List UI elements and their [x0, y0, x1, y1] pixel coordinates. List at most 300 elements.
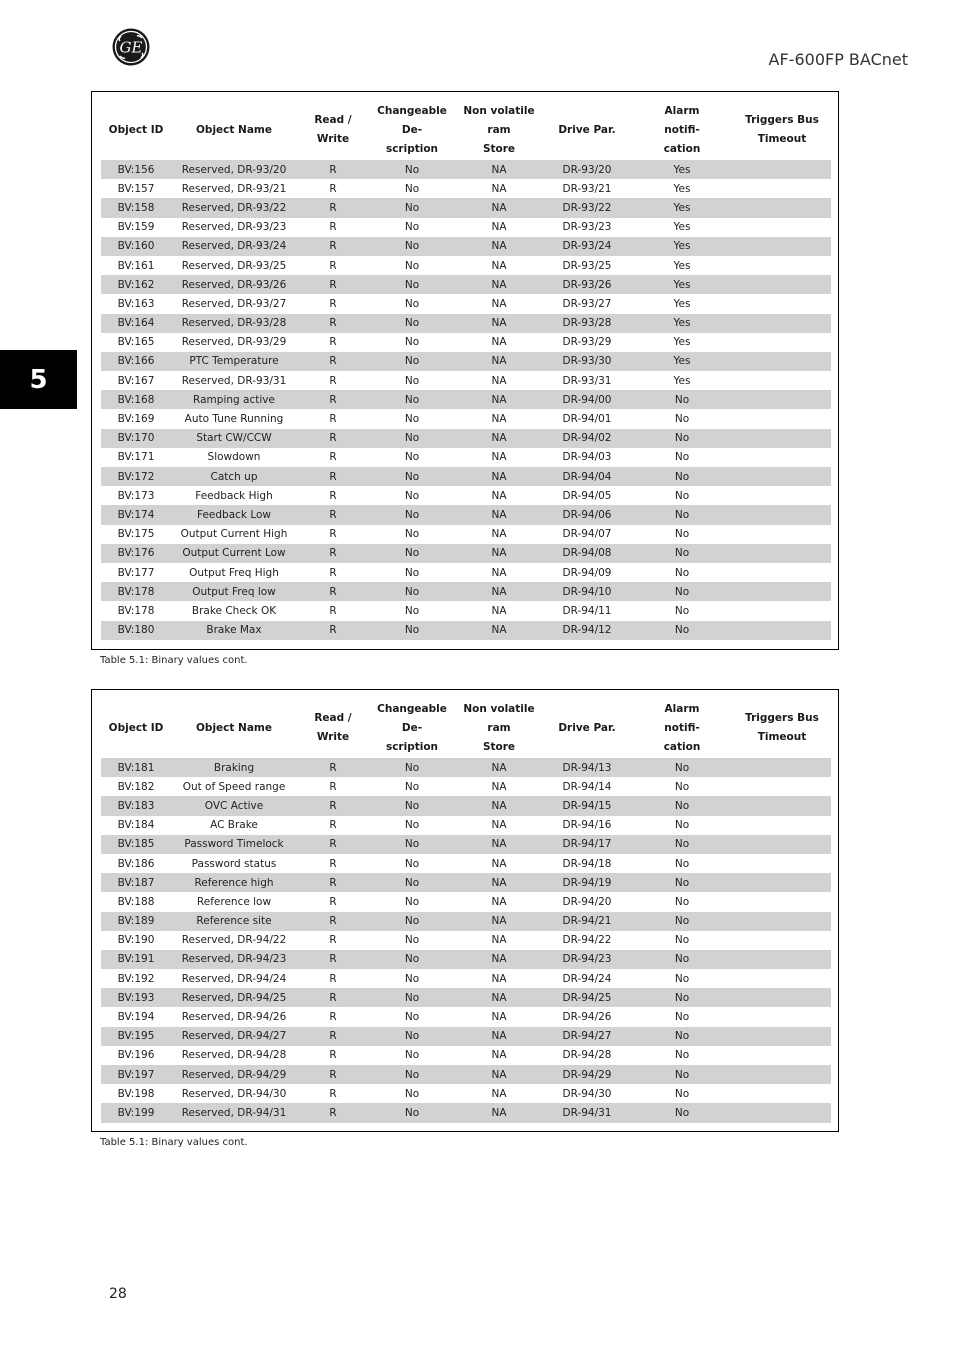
table-cell: Reserved, DR-94/29 — [171, 1065, 297, 1084]
table-cell — [733, 854, 831, 873]
table-cell: No — [369, 835, 455, 854]
table-cell: DR-94/14 — [562, 780, 612, 793]
table-cell: Output Current Low — [171, 544, 297, 563]
table-cell: BV:156 — [101, 160, 171, 179]
table-row — [101, 314, 831, 333]
table-cell: R — [329, 566, 337, 579]
table-cell: NA — [491, 221, 507, 234]
table-row — [101, 777, 831, 796]
table-cell: NA — [491, 972, 507, 985]
table-row — [101, 409, 831, 428]
binary-values-table-1 — [91, 91, 839, 650]
table-cell: R — [297, 198, 369, 217]
table-cell: No — [631, 467, 733, 486]
table-cell: BV:157 — [117, 182, 155, 195]
table-cell: No — [369, 621, 455, 640]
table-cell: No — [369, 544, 455, 563]
table-cell: BV:199 — [101, 1103, 171, 1122]
table-cell: DR-94/00 — [543, 390, 631, 409]
table-row — [101, 256, 831, 275]
table-cell — [733, 505, 831, 524]
table-cell — [733, 448, 831, 467]
table-cell: No — [674, 934, 690, 947]
table-cell: Yes — [631, 275, 733, 294]
table-cell: Brake Max — [171, 621, 297, 640]
table-cell: NA — [455, 352, 543, 371]
table-cell — [733, 314, 831, 333]
table-cell — [733, 1007, 831, 1026]
table-cell: Yes — [631, 314, 733, 333]
table-cell: Feedback Low — [171, 505, 297, 524]
table-cell: NA — [455, 758, 543, 777]
table-row — [101, 873, 831, 892]
table-cell: Reserved, DR-93/23 — [181, 221, 287, 234]
table-cell: Reserved, DR-94/31 — [171, 1103, 297, 1122]
table-cell: Password Timelock — [171, 835, 297, 854]
table-cell: BV:175 — [117, 528, 155, 541]
table-cell: No — [369, 912, 455, 931]
table-row — [101, 544, 831, 563]
table-cell: Reserved, DR-94/30 — [181, 1087, 287, 1100]
table-cell: DR-93/21 — [562, 182, 612, 195]
table-cell: NA — [455, 1027, 543, 1046]
table-cell: BV:187 — [101, 873, 171, 892]
table-cell: DR-94/29 — [543, 1065, 631, 1084]
table-cell: BV:162 — [101, 275, 171, 294]
table-cell: R — [297, 988, 369, 1007]
table-cell: BV:192 — [117, 972, 155, 985]
table-cell: DR-94/06 — [543, 505, 631, 524]
table-cell: R — [297, 160, 369, 179]
table-cell: R — [297, 621, 369, 640]
table-cell: BV:188 — [117, 895, 155, 908]
table-cell: No — [674, 489, 690, 502]
column-header: Drive Par. — [558, 123, 616, 136]
table-row — [101, 352, 831, 371]
table-cell — [733, 256, 831, 275]
table-row — [101, 988, 831, 1007]
table-cell: NA — [491, 1087, 507, 1100]
table-cell: No — [369, 950, 455, 969]
table-cell: No — [369, 873, 455, 892]
table-cell: DR-93/25 — [562, 259, 612, 272]
table-cell: Reserved, DR-93/22 — [171, 198, 297, 217]
table-cell: DR-94/07 — [562, 528, 612, 541]
table-cell: DR-93/20 — [543, 160, 631, 179]
table-cell: DR-93/31 — [562, 374, 612, 387]
table-cell: No — [369, 429, 455, 448]
table-row — [101, 1084, 831, 1103]
table-cell: Reserved, DR-93/26 — [171, 275, 297, 294]
table-row — [101, 429, 831, 448]
table-cell: R — [329, 182, 337, 195]
table-cell: NA — [491, 297, 507, 310]
table-cell: No — [674, 857, 690, 870]
table-cell: Reserved, DR-93/28 — [171, 314, 297, 333]
table-cell: DR-94/17 — [543, 835, 631, 854]
table-cell: DR-94/10 — [543, 582, 631, 601]
table-cell: BV:189 — [101, 912, 171, 931]
table-cell: R — [297, 275, 369, 294]
table-cell — [733, 352, 831, 371]
table-cell: BV:191 — [101, 950, 171, 969]
table-cell — [733, 777, 831, 796]
table-cell: Reserved, DR-93/29 — [181, 336, 287, 349]
table-cell: DR-94/01 — [562, 413, 612, 426]
table-cell: R — [297, 237, 369, 256]
column-header: Object Name — [196, 721, 272, 734]
table-cell: BV:178 — [117, 604, 155, 617]
table-cell: DR-94/11 — [562, 604, 612, 617]
table-cell: No — [674, 604, 690, 617]
table-cell: NA — [455, 275, 543, 294]
table-cell: NA — [491, 451, 507, 464]
chapter-tab: 5 — [0, 350, 77, 409]
table-cell — [733, 969, 831, 988]
table-row — [101, 621, 831, 640]
table-cell: DR-94/23 — [543, 950, 631, 969]
table-cell: Reserved, DR-93/25 — [181, 259, 287, 272]
table-cell: NA — [491, 1011, 507, 1024]
table-cell: DR-94/09 — [562, 566, 612, 579]
table-cell: No — [631, 835, 733, 854]
page-number: 28 — [109, 1286, 127, 1302]
table-cell: Out of Speed range — [182, 780, 286, 793]
table-cell: DR-94/30 — [562, 1087, 612, 1100]
table-cell: R — [329, 221, 337, 234]
table-cell — [733, 371, 831, 390]
table-cell: NA — [455, 160, 543, 179]
table-cell: R — [297, 758, 369, 777]
table-cell: BV:169 — [117, 413, 155, 426]
table-cell: NA — [455, 582, 543, 601]
table-cell: NA — [455, 835, 543, 854]
table-cell: R — [329, 489, 337, 502]
table-cell: DR-94/21 — [543, 912, 631, 931]
table-cell — [733, 796, 831, 815]
table-cell: No — [674, 780, 690, 793]
table-cell: BV:183 — [101, 796, 171, 815]
table-cell: DR-94/16 — [562, 819, 612, 832]
table-cell — [733, 409, 831, 428]
table-cell: NA — [455, 314, 543, 333]
column-header: Non volatile ram Store — [463, 104, 535, 155]
table-cell: BV:172 — [101, 467, 171, 486]
table-cell: No — [404, 780, 420, 793]
column-header: Alarm notifi- cation — [663, 702, 701, 753]
table-cell: R — [297, 873, 369, 892]
table-row — [101, 237, 831, 256]
table-cell: BV:181 — [101, 758, 171, 777]
table-cell: No — [404, 182, 420, 195]
table-cell: Reserved, DR-94/27 — [171, 1027, 297, 1046]
table-cell: No — [404, 297, 420, 310]
table-cell: No — [674, 1087, 690, 1100]
table-cell: Yes — [631, 237, 733, 256]
table-cell — [733, 544, 831, 563]
table-cell: R — [329, 413, 337, 426]
table-cell: No — [404, 221, 420, 234]
table-cell: BV:184 — [117, 819, 155, 832]
table-cell: No — [404, 934, 420, 947]
table-cell — [733, 390, 831, 409]
table-cell: NA — [491, 528, 507, 541]
column-header: Object ID — [108, 123, 164, 136]
table-cell: No — [369, 237, 455, 256]
table-cell — [733, 931, 831, 950]
table-row — [101, 1027, 831, 1046]
table-cell: Password status — [191, 857, 277, 870]
table-row — [101, 160, 831, 179]
table-cell — [733, 988, 831, 1007]
table-cell: BV:178 — [101, 582, 171, 601]
column-header: Non volatile ram Store — [463, 702, 535, 753]
column-header: Read / Write — [314, 114, 352, 145]
table-cell: NA — [491, 259, 507, 272]
table-cell: Output Current High — [180, 528, 288, 541]
table-cell: No — [674, 895, 690, 908]
table-cell — [733, 467, 831, 486]
table-cell: No — [674, 451, 690, 464]
table-cell: DR-93/30 — [543, 352, 631, 371]
table-cell: DR-93/22 — [543, 198, 631, 217]
table-cell: R — [329, 336, 337, 349]
table-cell: Yes — [631, 160, 733, 179]
column-header: Changeable De- scription — [377, 104, 447, 155]
table-cell: BV:167 — [117, 374, 155, 387]
table-cell: BV:168 — [101, 390, 171, 409]
table-cell — [733, 582, 831, 601]
table-cell: Yes — [631, 352, 733, 371]
table-cell: R — [329, 1011, 337, 1024]
table-cell: Yes — [673, 374, 691, 387]
table-cell: No — [369, 390, 455, 409]
table-cell: No — [404, 374, 420, 387]
table-header-row — [101, 698, 831, 758]
table-cell: No — [631, 505, 733, 524]
table-row — [101, 198, 831, 217]
table-cell: No — [631, 912, 733, 931]
table-cell: No — [369, 467, 455, 486]
table-cell: DR-93/28 — [543, 314, 631, 333]
table-cell: Catch up — [171, 467, 297, 486]
table-cell: BV:165 — [117, 336, 155, 349]
table-cell: DR-94/24 — [562, 972, 612, 985]
table-cell: No — [631, 1065, 733, 1084]
table-cell — [733, 1027, 831, 1046]
table-cell: BV:196 — [117, 1049, 155, 1062]
table-cell — [733, 601, 831, 620]
table-cell: DR-94/15 — [543, 796, 631, 815]
binary-values-table-2 — [91, 689, 839, 1132]
table-cell: BV:190 — [117, 934, 155, 947]
table-cell: Ramping active — [171, 390, 297, 409]
table-cell: DR-94/08 — [543, 544, 631, 563]
table-cell: No — [404, 566, 420, 579]
table-cell: R — [297, 1027, 369, 1046]
table-cell: Reserved, DR-93/31 — [181, 374, 287, 387]
table-cell: NA — [491, 336, 507, 349]
table-cell: Reserved, DR-94/23 — [171, 950, 297, 969]
table-cell: R — [329, 259, 337, 272]
table-cell: DR-94/03 — [562, 451, 612, 464]
table-cell: DR-94/05 — [562, 489, 612, 502]
table-cell: No — [404, 528, 420, 541]
table-cell: NA — [455, 873, 543, 892]
table-cell: No — [631, 429, 733, 448]
table-cell — [733, 333, 831, 352]
table-row — [101, 390, 831, 409]
table-cell: No — [404, 819, 420, 832]
table-cell — [733, 429, 831, 448]
table-cell — [733, 892, 831, 911]
table-cell: NA — [491, 182, 507, 195]
table-cell: DR-94/04 — [543, 467, 631, 486]
table-cell: NA — [455, 467, 543, 486]
table-cell: R — [297, 912, 369, 931]
table-row — [101, 1007, 831, 1026]
table-cell: DR-94/25 — [543, 988, 631, 1007]
table-cell: BV:185 — [101, 835, 171, 854]
table-cell: R — [297, 950, 369, 969]
table-cell: R — [329, 972, 337, 985]
table-cell: BV:158 — [101, 198, 171, 217]
table-caption: Table 5.1: Binary values cont. — [100, 655, 248, 666]
table-cell — [733, 912, 831, 931]
table-cell: Reserved, DR-93/21 — [181, 182, 287, 195]
table-row — [101, 218, 831, 237]
table-cell — [733, 1084, 831, 1103]
table-cell: Brake Check OK — [191, 604, 277, 617]
table-cell: NA — [455, 390, 543, 409]
table-cell: R — [297, 390, 369, 409]
table-cell: BV:176 — [101, 544, 171, 563]
table-cell: NA — [491, 489, 507, 502]
table-cell — [733, 218, 831, 237]
table-cell: DR-94/28 — [562, 1049, 612, 1062]
table-cell: R — [297, 582, 369, 601]
table-cell: No — [369, 198, 455, 217]
table-cell: No — [404, 604, 420, 617]
table-cell: NA — [491, 780, 507, 793]
table-cell: Reserved, DR-93/24 — [171, 237, 297, 256]
table-row — [101, 950, 831, 969]
table-row — [101, 448, 831, 467]
table-row — [101, 969, 831, 988]
table-cell: BV:161 — [117, 259, 155, 272]
table-cell: R — [329, 780, 337, 793]
table-cell: R — [297, 1065, 369, 1084]
column-header: Triggers Bus Timeout — [745, 712, 819, 743]
table-cell: No — [369, 352, 455, 371]
table-cell: BV:160 — [101, 237, 171, 256]
table-cell: No — [404, 259, 420, 272]
table-cell: PTC Temperature — [171, 352, 297, 371]
table-cell — [733, 179, 831, 198]
table-cell: Reserved, DR-93/27 — [181, 297, 287, 310]
table-cell: NA — [455, 796, 543, 815]
table-cell: R — [297, 352, 369, 371]
table-cell: BV:194 — [117, 1011, 155, 1024]
table-cell: R — [297, 1103, 369, 1122]
table-cell: DR-94/18 — [562, 857, 612, 870]
table-cell: BV:166 — [101, 352, 171, 371]
table-cell: No — [404, 972, 420, 985]
table-cell: BV:186 — [117, 857, 155, 870]
table-cell — [733, 198, 831, 217]
table-cell: DR-93/24 — [543, 237, 631, 256]
table-cell — [733, 525, 831, 544]
table-cell: No — [674, 413, 690, 426]
table-cell — [733, 237, 831, 256]
table-cell: Yes — [673, 221, 691, 234]
table-cell: No — [674, 819, 690, 832]
table-cell — [733, 1065, 831, 1084]
column-header: Object ID — [108, 721, 164, 734]
table-cell: NA — [455, 505, 543, 524]
table-cell: DR-94/31 — [543, 1103, 631, 1122]
table-cell: NA — [455, 988, 543, 1007]
table-cell: R — [329, 528, 337, 541]
table-cell: DR-93/27 — [562, 297, 612, 310]
table-cell — [733, 950, 831, 969]
table-row — [101, 333, 831, 352]
table-row — [101, 816, 831, 835]
table-cell: R — [329, 819, 337, 832]
table-cell: R — [297, 467, 369, 486]
table-cell: NA — [491, 604, 507, 617]
table-cell: Start CW/CCW — [171, 429, 297, 448]
table-cell: R — [329, 1049, 337, 1062]
table-cell: No — [674, 1049, 690, 1062]
table-cell — [733, 835, 831, 854]
table-cell — [733, 275, 831, 294]
table-cell: Output Freq High — [189, 566, 279, 579]
table-cell: No — [404, 489, 420, 502]
table-cell: DR-94/20 — [562, 895, 612, 908]
table-cell: No — [404, 1049, 420, 1062]
table-cell: DR-93/23 — [562, 221, 612, 234]
table-cell: No — [631, 758, 733, 777]
table-row — [101, 525, 831, 544]
table-row — [101, 467, 831, 486]
table-cell: NA — [491, 374, 507, 387]
table-cell: R — [297, 544, 369, 563]
table-cell: BV:180 — [101, 621, 171, 640]
table-cell — [733, 1046, 831, 1065]
table-cell — [733, 486, 831, 505]
table-row — [101, 371, 831, 390]
table-cell: No — [404, 336, 420, 349]
table-cell: NA — [455, 544, 543, 563]
table-cell: OVC Active — [171, 796, 297, 815]
table-cell: R — [297, 505, 369, 524]
table-cell: BV:177 — [117, 566, 155, 579]
table-cell: No — [369, 1103, 455, 1122]
table-cell: NA — [491, 857, 507, 870]
table-cell — [733, 621, 831, 640]
table-cell: No — [674, 1011, 690, 1024]
table-cell: Reserved, DR-93/20 — [171, 160, 297, 179]
table-cell: NA — [455, 912, 543, 931]
table-cell: BV:171 — [117, 451, 155, 464]
table-row — [101, 796, 831, 815]
table-cell: NA — [491, 934, 507, 947]
table-cell: DR-94/22 — [562, 934, 612, 947]
table-cell: DR-94/27 — [543, 1027, 631, 1046]
table-cell: Reserved, DR-94/28 — [181, 1049, 287, 1062]
table-row — [101, 563, 831, 582]
